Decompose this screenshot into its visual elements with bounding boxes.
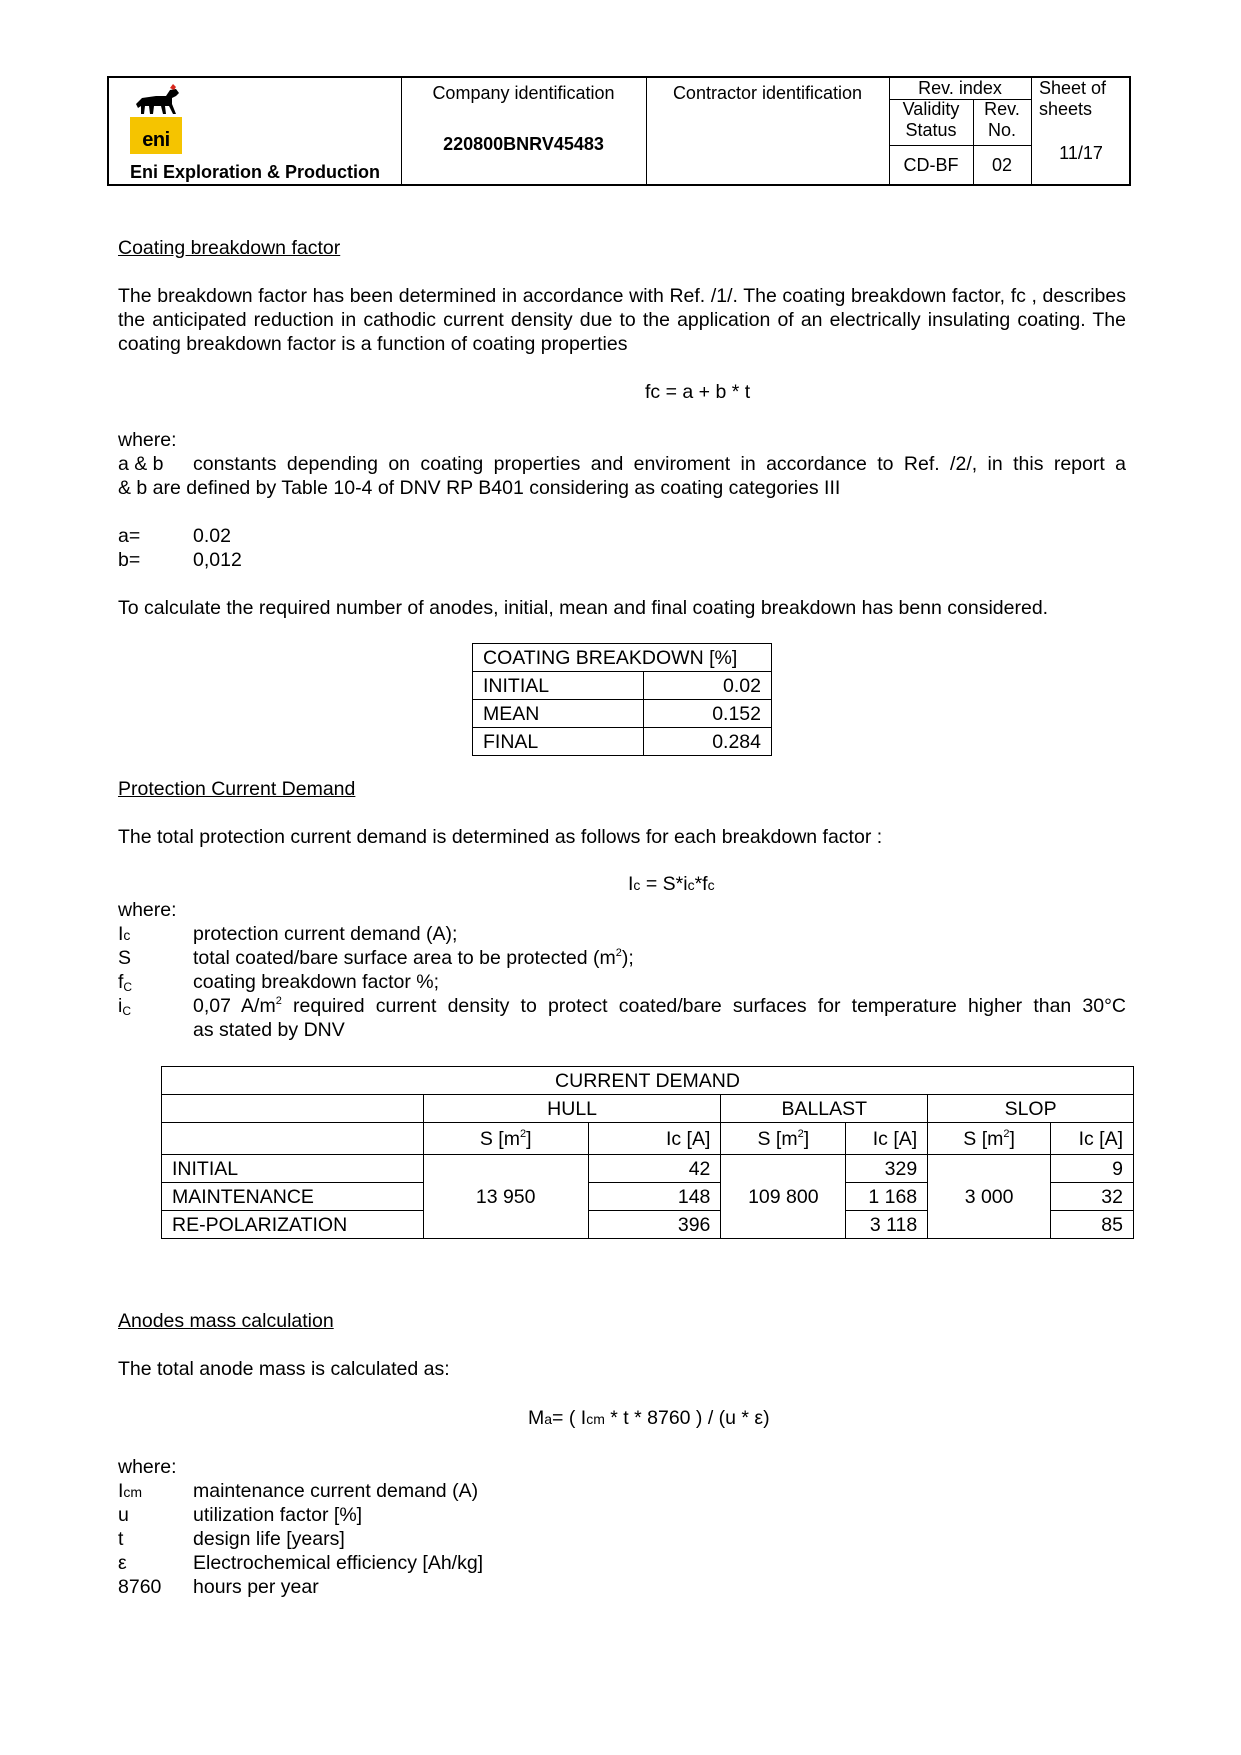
slop-area: 3 000 <box>928 1155 1051 1239</box>
section-heading-anodes: Anodes mass calculation <box>118 1310 334 1332</box>
ballast-ic: 3 118 <box>846 1211 928 1239</box>
table-row <box>162 1067 1134 1095</box>
def-symbol: $f_C$ <box>118 971 133 994</box>
rev-index-label: Rev. index <box>918 78 1002 98</box>
section-heading-protection: Protection Current Demand <box>118 778 356 800</box>
table-row <box>162 1123 1134 1155</box>
def-desc: hours per year <box>193 1576 319 1598</box>
row-value: 0.152 <box>644 700 772 728</box>
table-row <box>473 700 772 728</box>
ab-desc-1: constants depending on coating properties and enviroment in accordance to Ref. /2/, in this report a <box>193 453 1126 475</box>
coating-formula: fc = a + b * t <box>645 381 751 403</box>
table-title: CURRENT DEMAND <box>162 1067 1134 1095</box>
group-ballast: BALLAST <box>721 1095 928 1123</box>
slop-ic: 85 <box>1051 1211 1134 1239</box>
sheet-label: Sheet of sheets <box>1039 78 1107 119</box>
hull-area: 13 950 <box>423 1155 588 1239</box>
contractor-id-label: Contractor identification <box>672 83 863 103</box>
protection-formula: Ic = S*ic*fc <box>628 873 715 895</box>
def-desc: 0,07 $A/m^2$ required current density to protect coated/bare surfaces for temperature higher than 30°C <box>193 995 1127 1017</box>
a-label: a= <box>118 525 141 547</box>
slop-ic: 9 <box>1051 1155 1134 1183</box>
def-symbol: Ic <box>118 923 131 945</box>
ballast-ic: 329 <box>846 1155 928 1183</box>
row-label: MEAN <box>473 700 644 728</box>
col-header-ic: Ic [A] <box>1051 1123 1134 1155</box>
group-slop: SLOP <box>928 1095 1134 1123</box>
def-symbol: 8760 <box>118 1576 162 1598</box>
row-label: INITIAL <box>162 1155 424 1183</box>
row-value: 0.02 <box>644 672 772 700</box>
document-header <box>107 76 1131 186</box>
ballast-area: 109 800 <box>721 1155 846 1239</box>
current-demand-table <box>161 1066 1134 1239</box>
def-desc: design life [years] <box>193 1528 345 1550</box>
empty-cell <box>162 1095 424 1123</box>
ab-desc-2: & b are defined by Table 10-4 of DNV RP B401 considering as coating categories III <box>118 477 841 499</box>
table-row <box>473 728 772 756</box>
row-label: FINAL <box>473 728 644 756</box>
col-header-ic: Ic [A] <box>846 1123 928 1155</box>
b-value: 0,012 <box>193 549 242 571</box>
empty-cell <box>162 1123 424 1155</box>
company-id-label: Company identification <box>432 83 615 103</box>
def-symbol: Icm <box>118 1480 143 1502</box>
validity-status-label: Validity Status <box>902 99 960 140</box>
protection-intro: The total protection current demand is determined as follows for each breakdown factor : <box>118 826 883 848</box>
yellow-shell-mark <box>130 117 182 154</box>
ballast-ic: 1 168 <box>846 1183 928 1211</box>
def-symbol: $i_C$ <box>118 995 132 1018</box>
col-header-s: S $[m^2]$ <box>721 1123 846 1155</box>
logo-text: eni <box>142 129 170 151</box>
coating-note: To calculate the required number of anodes, initial, mean and final coating breakdown has benn considered. <box>118 597 1049 619</box>
rev-no-value: 02 <box>991 155 1013 175</box>
anodes-intro: The total anode mass is calculated as: <box>118 1358 450 1380</box>
anodes-formula: Ma= ( Icm * t * 8760 ) / (u * ε) <box>528 1407 770 1429</box>
table-row <box>162 1155 1134 1183</box>
hull-ic: 396 <box>588 1211 721 1239</box>
def-symbol: ε <box>118 1552 127 1574</box>
coating-where: where: <box>118 429 177 451</box>
table-title: COATING BREAKDOWN [%] <box>473 644 772 672</box>
col-header-s: S $[m^2]$ <box>423 1123 588 1155</box>
anodes-where: where: <box>118 1456 177 1478</box>
rev-no-label: Rev. No. <box>984 99 1020 140</box>
def-desc: protection current demand (A); <box>193 923 458 945</box>
def-desc: Electrochemical efficiency [Ah/kg] <box>193 1552 484 1574</box>
row-label: RE-POLARIZATION <box>162 1211 424 1239</box>
validity-status-value: CD-BF <box>903 155 959 175</box>
def-symbol: S <box>118 947 132 969</box>
group-hull: HULL <box>423 1095 721 1123</box>
def-desc-continued: as stated by DNV <box>193 1019 345 1041</box>
row-value: 0.284 <box>644 728 772 756</box>
def-symbol: t <box>118 1528 124 1550</box>
b-label: b= <box>118 549 141 571</box>
table-row <box>162 1095 1134 1123</box>
eni-logo <box>129 84 185 156</box>
def-desc: coating breakdown factor %; <box>193 971 440 993</box>
coating-intro: The breakdown factor has been determined in accordance with Ref. /1/. The coating breakdown factor, fc , describes the anticipated reduction in cathodic current density due to the application of an electrically insulating coating. The coating breakdown factor is a function of coating properties <box>118 285 1126 355</box>
coating-breakdown-table <box>472 643 772 756</box>
table-row <box>473 644 772 672</box>
sheet-value: 11/17 <box>1059 143 1103 163</box>
col-header-s: S $[m^2]$ <box>928 1123 1051 1155</box>
company-name: Eni Exploration & Production <box>129 162 380 182</box>
def-desc: utilization factor [%] <box>193 1504 363 1526</box>
slop-ic: 32 <box>1051 1183 1134 1211</box>
row-label: INITIAL <box>473 672 644 700</box>
a-value: 0.02 <box>193 525 231 547</box>
protection-where: where: <box>118 899 177 921</box>
def-desc: total coated/bare surface area to be protected $(m^2)$; <box>193 947 634 969</box>
section-heading-coating: Coating breakdown factor <box>118 237 341 259</box>
hull-ic: 42 <box>588 1155 721 1183</box>
def-desc: maintenance current demand (A) <box>193 1480 479 1502</box>
company-id-value: 220800BNRV45483 <box>443 134 604 154</box>
table-row <box>473 672 772 700</box>
hull-ic: 148 <box>588 1183 721 1211</box>
row-label: MAINTENANCE <box>162 1183 424 1211</box>
def-symbol: u <box>118 1504 129 1526</box>
col-header-ic: Ic [A] <box>588 1123 721 1155</box>
six-legged-dog-icon <box>132 84 182 120</box>
ab-symbol: a & b <box>118 453 164 475</box>
